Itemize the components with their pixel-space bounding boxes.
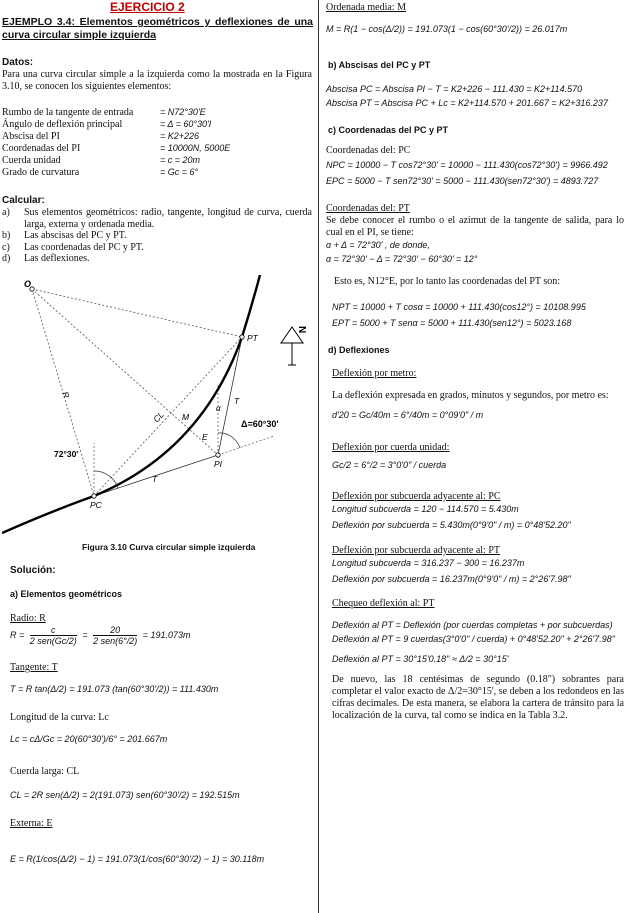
tangent-exit-label: T bbox=[234, 396, 240, 406]
section-d-heading: d) Deflexiones bbox=[328, 345, 390, 355]
coord-pt-north: NPT = 10000 + T cosα = 10000 + 111.430(cos12°) = 10108.995 bbox=[332, 302, 586, 312]
def-sub-pt-label: Deflexión por subcuerda adyacente al: PT bbox=[332, 545, 500, 556]
externa-label: Externa: E bbox=[10, 818, 53, 829]
alpha-equation-1: α + Δ = 72°30' , de donde, bbox=[326, 240, 430, 250]
long-chord-line bbox=[94, 337, 242, 496]
def-sub-pc-deflexion: Deflexión por subcuerda = 5.430m(0°9'0" / m) = 0°48'52.20" bbox=[332, 520, 571, 530]
coord-pt-east: EPT = 5000 + T senα = 5000 + 111.430(sen12°) = 5023.168 bbox=[332, 318, 572, 328]
final-paragraph: De nuevo, las 18 centésimas de segundo (0.18") sobrantes para completar el valor exacto de Δ/2=30°15', se deben a los redondeos en las cifras decimales. De esta manera, se elabora la cartera de tránsito para la localización de la curva, tal como se indica en la Tabla 3.2. bbox=[332, 674, 624, 721]
pt-point bbox=[240, 335, 244, 339]
def-sub-pc-label: Deflexión por subcuerda adyacente al: PC bbox=[332, 491, 501, 502]
list-item: a) Sus elementos geométricos: radio, tangente, longitud de curva, cuerda larga, externa y ordenada media. bbox=[2, 207, 312, 230]
center-label: O bbox=[24, 279, 32, 289]
cuerda-label: Cuerda larga: CL bbox=[10, 766, 80, 777]
chequeo-line-1: Deflexión al PT = Deflexión (por cuerdas completas + por subcuerdas) bbox=[332, 620, 613, 630]
datos-intro: Para una curva circular simple a la izquierda como la mostrada en la Figura 3.10, se conocen los siguientes elementos: bbox=[2, 69, 312, 92]
ordenada-equation: M = R(1 − cos(Δ/2)) = 191.073(1 − cos(60°30'/2)) = 26.017m bbox=[326, 24, 568, 34]
datos-heading: Datos: bbox=[2, 57, 34, 68]
abscisa-pt-equation: Abscisa PT = Abscisa PC + Lc = K2+114.570 + 201.667 = K2+316.237 bbox=[326, 98, 608, 108]
circular-curve bbox=[2, 275, 260, 533]
radio-equation: R = c 2 sen(Gc/2) = 20 2 sen(6°/2) = 191.073m bbox=[10, 625, 191, 646]
calcular-heading: Calcular: bbox=[2, 195, 45, 206]
long-chord-label: CL bbox=[151, 409, 166, 425]
def-metro-equation: d'20 = Gc/40m = 6°/40m = 0°09'0" / m bbox=[332, 410, 484, 420]
external-label: E bbox=[202, 432, 208, 442]
alpha-equation-2: α = 72°30' − Δ = 72°30' − 60°30' = 12° bbox=[326, 254, 478, 264]
def-sub-pc-longitud: Longitud subcuerda = 120 − 114.570 = 5.430m bbox=[332, 504, 519, 514]
def-sub-pt-longitud: Longitud subcuerda = 316.237 − 300 = 16.237m bbox=[332, 558, 525, 568]
esto-text: Esto es, N12°E, por lo tanto las coordenadas del PT son: bbox=[334, 276, 561, 287]
tangente-equation: T = R tan(Δ/2) = 191.073 (tan(60°30'/2)) = 111.430m bbox=[10, 684, 219, 694]
figure-caption: Figura 3.10 Curva circular simple izquierda bbox=[82, 542, 256, 552]
exercise-title: EJERCICIO 2 bbox=[110, 0, 185, 14]
longitud-label: Longitud de la curva: Lc bbox=[10, 712, 109, 723]
section-c-heading: c) Coordenadas del PC y PT bbox=[328, 125, 449, 135]
def-cuerda-equation: Gc/2 = 6°/2 = 3°0'0" / cuerda bbox=[332, 460, 447, 470]
section-b-heading: b) Abscisas del PC y PT bbox=[328, 60, 431, 70]
section-a-heading: a) Elementos geométricos bbox=[10, 589, 123, 599]
pc-label: PC bbox=[90, 500, 102, 510]
curve-figure bbox=[2, 275, 312, 537]
cuerda-equation: CL = 2R sen(Δ/2) = 2(191.073) sen(60°30'/2) = 192.515m bbox=[10, 790, 240, 800]
ordenada-label: Ordenada media: M bbox=[326, 2, 406, 13]
def-sub-pt-deflexion: Deflexión por subcuerda = 16.237m(0°9'0" / m) = 2°26'7.98" bbox=[332, 574, 571, 584]
middle-ordinate-label: M bbox=[182, 412, 190, 422]
list-item: b) Las abscisas del PC y PT. bbox=[2, 230, 127, 241]
alpha-label: α bbox=[216, 404, 221, 413]
coord-pc-east: EPC = 5000 − T sen72°30' = 5000 − 111.430(sen72°30') = 4893.727 bbox=[326, 176, 599, 186]
longitud-equation: Lc = cΔ/Gc = 20(60°30')/6° = 201.667m bbox=[10, 734, 168, 744]
coord-pt-label: Coordenadas del: PT bbox=[326, 203, 410, 214]
calcular-list bbox=[2, 207, 312, 265]
example-heading: EJEMPLO 3.4: Elementos geométricos y deflexiones de una curva circular simple izquierda bbox=[2, 16, 313, 41]
column-divider bbox=[318, 0, 319, 913]
bearing-angle-label: 72°30' bbox=[54, 449, 79, 459]
chequeo-line-3: Deflexión al PT = 30°15'0.18" ≈ Δ/2 = 30°15' bbox=[332, 654, 509, 664]
radius-label: R bbox=[60, 390, 72, 400]
angle-arc-delta bbox=[223, 433, 240, 448]
coord-pt-text: Se debe conocer el rumbo o el azimut de la tangente de salida, para lo cual en el PI, se tiene: bbox=[326, 215, 624, 238]
tangent-entry-label: T bbox=[152, 474, 158, 484]
north-label: N bbox=[296, 326, 307, 334]
radius-line-pt bbox=[32, 289, 242, 337]
tangente-label: Tangente: T bbox=[10, 662, 58, 673]
def-metro-label: Deflexión por metro: bbox=[332, 368, 417, 379]
pt-label: PT bbox=[247, 333, 258, 343]
pi-point bbox=[216, 453, 220, 457]
coord-pc-label: Coordenadas del: PC bbox=[326, 145, 411, 156]
def-cuerda-label: Deflexión por cuerda unidad: bbox=[332, 442, 450, 453]
abscisa-pc-equation: Abscisa PC = Abscisa PI − T = K2+226 − 111.430 = K2+114.570 bbox=[326, 84, 583, 94]
coord-pc-north: NPC = 10000 − T cos72°30' = 10000 − 111.430(cos72°30') = 9966.492 bbox=[326, 160, 608, 170]
tangent-extension-line bbox=[218, 436, 274, 455]
pi-label: PI bbox=[214, 459, 223, 469]
list-item: d) Las deflexiones. bbox=[2, 253, 90, 264]
chequeo-label: Chequeo deflexión al: PT bbox=[332, 598, 435, 609]
bisector-line bbox=[32, 289, 218, 455]
radio-label: Radio: R bbox=[10, 613, 46, 624]
pc-point bbox=[92, 494, 96, 498]
def-metro-text: La deflexión expresada en grados, minutos y segundos, por metro es: bbox=[332, 390, 609, 401]
deflection-angle-label: Δ=60°30' bbox=[241, 419, 279, 429]
list-item: c) Las coordenadas del PC y PT. bbox=[2, 241, 144, 253]
solucion-heading: Solución: bbox=[10, 565, 56, 576]
document-page: EJERCICIO 2 EJEMPLO 3.4: Elementos geométricos y deflexiones de una curva circular simple izquierda Datos: Para una curva circular simple a la izquierda como la mostrada en la Figura 3.10, se conocen los siguientes elementos: Rumbo de la tangente de entrada = N72°30'E Ángulo de deflexión principal = Δ = 60°30'I Abscisa del PI = K2+226 Coordenadas del PI = 10000N, 5000E Cuerda unidad = c = 20m Grado de curvatura = Gc = 6° Calcular: a) Sus elementos geométricos: radio, tangente, longitud de curva, cuerda larga, externa y ordenada media. b) Las abscisas del PC y PT. c) Las coordenadas del PC y PT. d) Las deflexiones. O PT PC PI R CL M E T T α Δ=60°30' 72°30' N Figura 3.10 Curva circular simple izquierda Solución: a) Elementos geométricos Radio: R R = c 2 sen(Gc/2) = 20 2 sen(6°/2) = 191.073m Tangente: T T = R tan(Δ/2) = 191.073 (tan(60°30'/2)) = 111.430m Longitud de la curva: Lc Lc = cΔ/Gc = 20(60°30')/6° = 201.667m Cuerda larga: CL CL = 2R sen(Δ/2) = 2(191.073) sen(60°30'/2) = 192.515m Externa: E E = R(1/cos(Δ/2) − 1) = 191.073(1/cos(60°30'/2) − 1) = 30.118m Ordenada media: M M = R(1 − cos(Δ/2)) = 191.073(1 − cos(60°30'/2)) = 26.017m b) Abscisas del PC y PT Abscisa PC = Abscisa PI − T = K2+226 − 111.430 = K2+114.570 Abscisa PT = Abscisa PC + Lc = K2+114.570 + 201.667 = K2+316.237 c) Coordenadas del PC y PT Coordenadas del: PC NPC = 10000 − T cos72°30' = 10000 − 111.430(cos72°30') = 9966.492 EPC = 5000 − T sen72°30' = 5000 − 111.430(sen72°30') = 4893.727 Coordenadas del: PT Se debe conocer el rumbo o el azimut de la tangente de salida, para lo cual en el PI, se tiene: α + Δ = 72°30' , de donde, α = 72°30' − Δ = 72°30' − 60°30' = 12° Esto es, N12°E, por lo tanto las coordenadas del PT son: NPT = 10000 + T cosα = 10000 + 111.430(cos12°) = 10108.995 EPT = 5000 + T senα = 5000 + 111.430(sen12°) = 5023.168 d) Deflexiones Deflexión por metro: La deflexión expresada en grados, minutos y segundos, por metro es: d'20 = Gc/40m = 6°/40m = 0°09'0" / m Deflexión por cuerda unidad: Gc/2 = 6°/2 = 3°0'0" / cuerda Deflexión por subcuerda adyacente al: PC Longitud subcuerda = 120 − 114.570 = 5.430m Deflexión por subcuerda = 5.430m(0°9'0" / m) = 0°48'52.20" Deflexión por subcuerda adyacente al: PT Longitud subcuerda = 316.237 − 300 = 16.237m Deflexión por subcuerda = 16.237m(0°9'0" / m) = 2°26'7.98" Chequeo deflexión al: PT Deflexión al PT = Deflexión (por cuerdas completas + por subcuerdas) Deflexión al PT = 9 cuerdas(3°0'0" / cuerda) + 0°48'52.20" + 2°26'7.98" Deflexión al PT = 30°15'0.18" ≈ Δ/2 = 30°15' De nuevo, las 18 centésimas de segundo (0.18") sobrantes para completar el valor exacto de Δ/2=30°15', se deben a los redondeos en las cifras decimales. De esta manera, se elabora la cartera de tránsito para la localización de la curva, tal como se indica en la Tabla 3.2. bbox=[0, 0, 627, 913]
chequeo-line-2: Deflexión al PT = 9 cuerdas(3°0'0" / cuerda) + 0°48'52.20" + 2°26'7.98" bbox=[332, 634, 615, 644]
externa-equation: E = R(1/cos(Δ/2) − 1) = 191.073(1/cos(60°30'/2) − 1) = 30.118m bbox=[10, 854, 265, 864]
